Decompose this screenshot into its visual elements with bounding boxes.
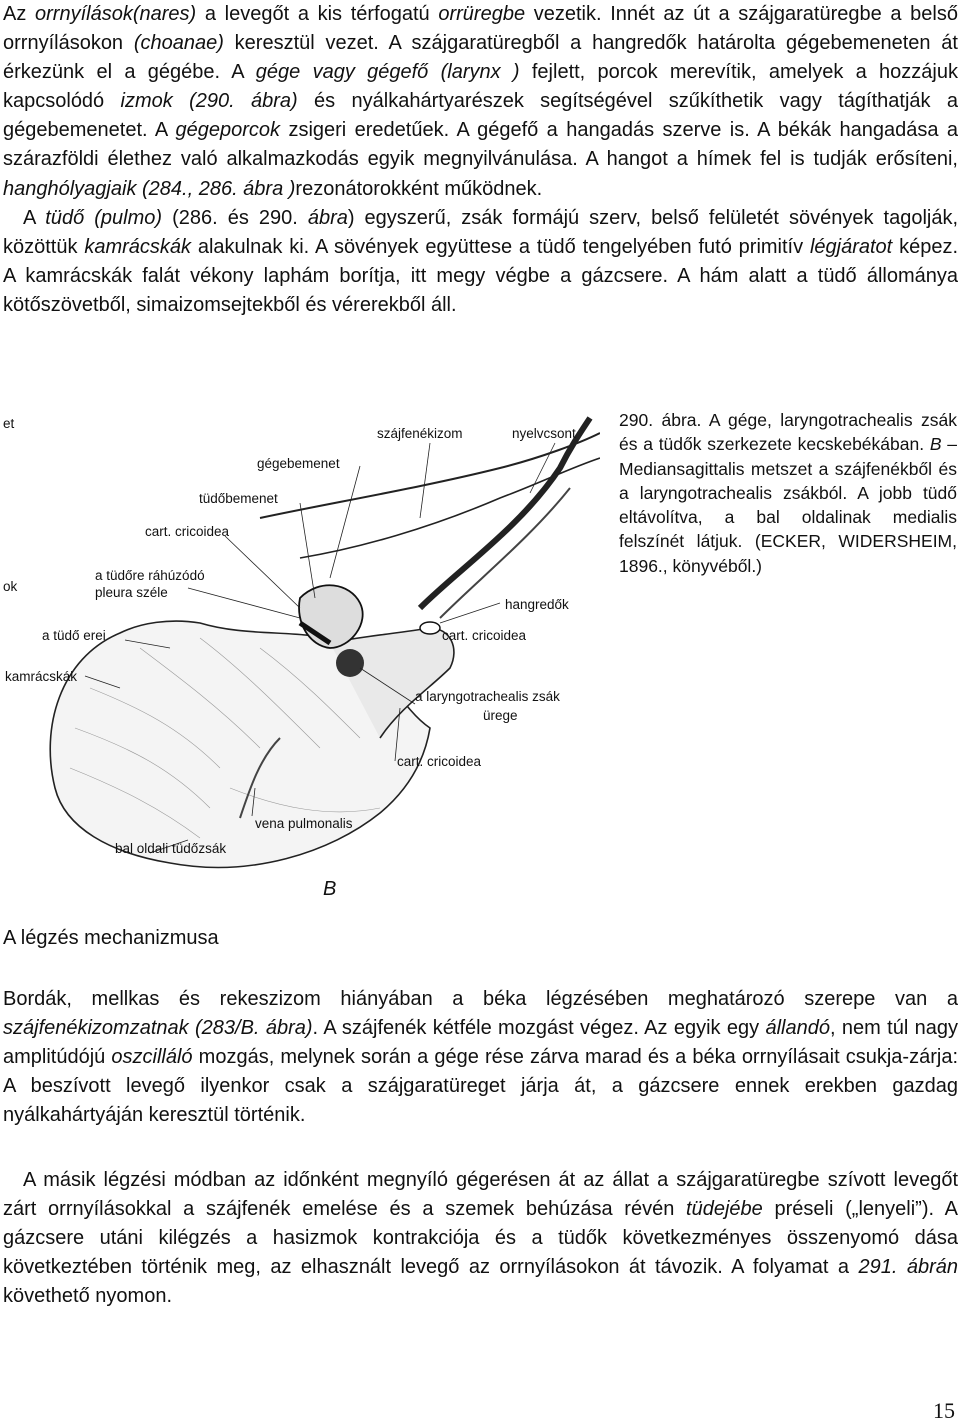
term-gegeporcok: gégeporcok (175, 119, 281, 142)
text-run: (286. és 290. (162, 206, 308, 229)
text-run: és nyálkahártyarészek segítségével szűkíthetik vagy tágíthatják a gégebemenetet. A (3, 90, 958, 142)
intro-paragraph (3, 0, 958, 320)
label-laryngo-line1: a laryngotrachealis zsák (415, 689, 560, 704)
label-panel-b: B (323, 878, 337, 900)
term-szajfenekizomzat: szájfenékizomzatnak (283/B. ábra) (3, 1017, 313, 1040)
term-orrureg: orrüregbe (438, 3, 526, 25)
text-run: Bordák, mellkas és rekeszizom hiányában a béka légzésében meghatározó szerepe van a (3, 988, 958, 1010)
label-tudobemenet: tüdőbemenet (199, 491, 278, 506)
label-vena-pulmonalis: vena pulmonalis (255, 816, 353, 831)
text-run: zsigeri eredetűek. A gégefő a hangadás szerve is. A békák hangadása a szárazföldi élethez való alkalmazkodás egyik megnyilvánulása. A hangot a hímek fel is tudják erősíteni, (3, 119, 959, 171)
text-run: vezetik. Innét az út a szájgaratüregbe a belső orrnyílásokon (3, 3, 958, 55)
figure-caption (619, 408, 957, 578)
term-legjarat: légjáratot (809, 235, 893, 258)
label-cart-cricoidea-bottom: cart. cricoidea (397, 754, 482, 769)
section-heading: A légzés mechanizmusa (3, 927, 219, 949)
text-run: rezonátorokként működnek. (295, 177, 543, 200)
caption-panel-letter: B (929, 434, 942, 455)
label-tudo-erei: a tüdő erei (42, 628, 106, 643)
page-number: 15 (933, 1398, 955, 1423)
mechanism-paragraph-2 (3, 1166, 958, 1311)
label-cart-cricoidea-mid: cart. cricoidea (442, 628, 527, 643)
term-izmok: izmok (290. ábra) (120, 90, 298, 113)
term-choanae: (choanae) (133, 32, 224, 55)
label-laryngo-line2: ürege (483, 708, 518, 723)
text-run: Az (3, 3, 36, 25)
text-run: A (23, 206, 46, 229)
text-run: mozgás, melynek során a gége rése zárva marad és a béka orrnyílásait csukja-zárja: A beszívott levegő ilyenkor csak a szájgaratüreget járja át, a gázcsere ennek erekben gazdag nyálkahártyáján keresztül történik. (3, 1046, 958, 1127)
label-bal-oldali-tudozsak: bal oldali tüdőzsák (115, 841, 227, 856)
label-hangredok: hangredők (505, 597, 569, 612)
label-kamracskak: kamrácskák (5, 669, 78, 684)
caption-number: 290. ábra. (619, 410, 702, 430)
text-run: a levegőt a kis térfogatú (196, 3, 439, 25)
term-abra: ábra (307, 206, 348, 229)
term-pulmo: tüdő (pulmo) (45, 206, 163, 229)
term-larynx: gége vagy gégefő (larynx ) (255, 61, 520, 84)
text-run: , nem túl nagy amplitúdójú (3, 1017, 959, 1069)
label-cut-ok: ok (3, 579, 18, 594)
label-nyelvcsont: nyelvcsont (512, 426, 576, 441)
cricoid-shape (336, 649, 364, 677)
mechanism-paragraph-1 (3, 985, 958, 1130)
label-gegebemenet: gégebemenet (257, 456, 340, 471)
term-hangholyag: hanghólyagjaik (284., 286. ábra ) (3, 177, 296, 200)
term-nares: orrnyílások(nares) (35, 3, 197, 25)
term-kamracskak: kamrácskák (84, 235, 192, 258)
label-cut-et: et (3, 416, 15, 431)
label-tudore-rahuzodo: a tüdőre ráhúzódó (95, 568, 205, 583)
term-oszcillalo: oszcilláló (111, 1046, 193, 1069)
term-tudejebe: tüdejébe (686, 1198, 763, 1221)
figure-290-illustration (0, 408, 600, 913)
text-run: fejlett, porcok merevítik, amelyek a hozzájuk kapcsolódó (3, 61, 958, 113)
caption-text: – Mediansagittalis metszet a szájfenékből és a laryngotrachealis zsákból. A jobb tüdő eltávolítva, a bal oldalinak medialis felszínét látjuk. (ECKER, WIDERSHEIM, 1896., könyvéből.) (619, 434, 957, 576)
label-szajfenekizom: szájfenékizom (377, 426, 463, 441)
text-run: ) egyszerű, zsák formájú szerv, belső felületét sövények tagolják, közöttük (3, 206, 959, 258)
cartilage-ring-shape (420, 622, 440, 634)
text-run: . A szájfenék kétféle mozgást végez. Az egyik egy (312, 1017, 766, 1040)
anatomy-drawing (0, 408, 600, 913)
label-pleura-szele: pleura széle (95, 585, 168, 600)
label-cart-cricoidea-top: cart. cricoidea (145, 524, 230, 539)
hyoid-shape (420, 418, 590, 608)
term-allando: állandó (765, 1017, 830, 1040)
text-run: keresztül vezet. A szájgaratüregből a hangredők határolta gégebemeneten át érkezünk el a gégébe. A (3, 32, 958, 84)
text-run: követhető nyomon. (3, 1285, 172, 1308)
text-run: A másik légzési módban az időnként megnyíló gégerésen át az állat a szájgaratüregbe szívott levegőt zárt orrnyílásokkal a szájfenék emelése és a szemek behúzása révén (3, 1169, 958, 1221)
caption-text: A gége, laryngotrachealis zsák és a tüdők szerkezete kecskebékában. (619, 410, 958, 455)
text-run: képez. A kamrácskák falát vékony laphám borítja, itt megy végbe a gázcsere. A hám alatt a tüdő állománya kötőszövetből, simaizomsejtekből és vérerekből áll. (3, 235, 958, 316)
text-run: alakulnak ki. A sövények együttese a tüdő tengelyében futó primitív (191, 235, 810, 258)
term-291-abran: 291. ábrán (858, 1256, 958, 1279)
text-run: préseli („lenyeli”). A gázcsere utáni kilégzés a hasizmok kontrakciója és a tüdők következményes összenyomó dása következtében történik meg, az elhasznált levegő az orrnyílásokon át távozik. A folyamat a (3, 1198, 959, 1279)
